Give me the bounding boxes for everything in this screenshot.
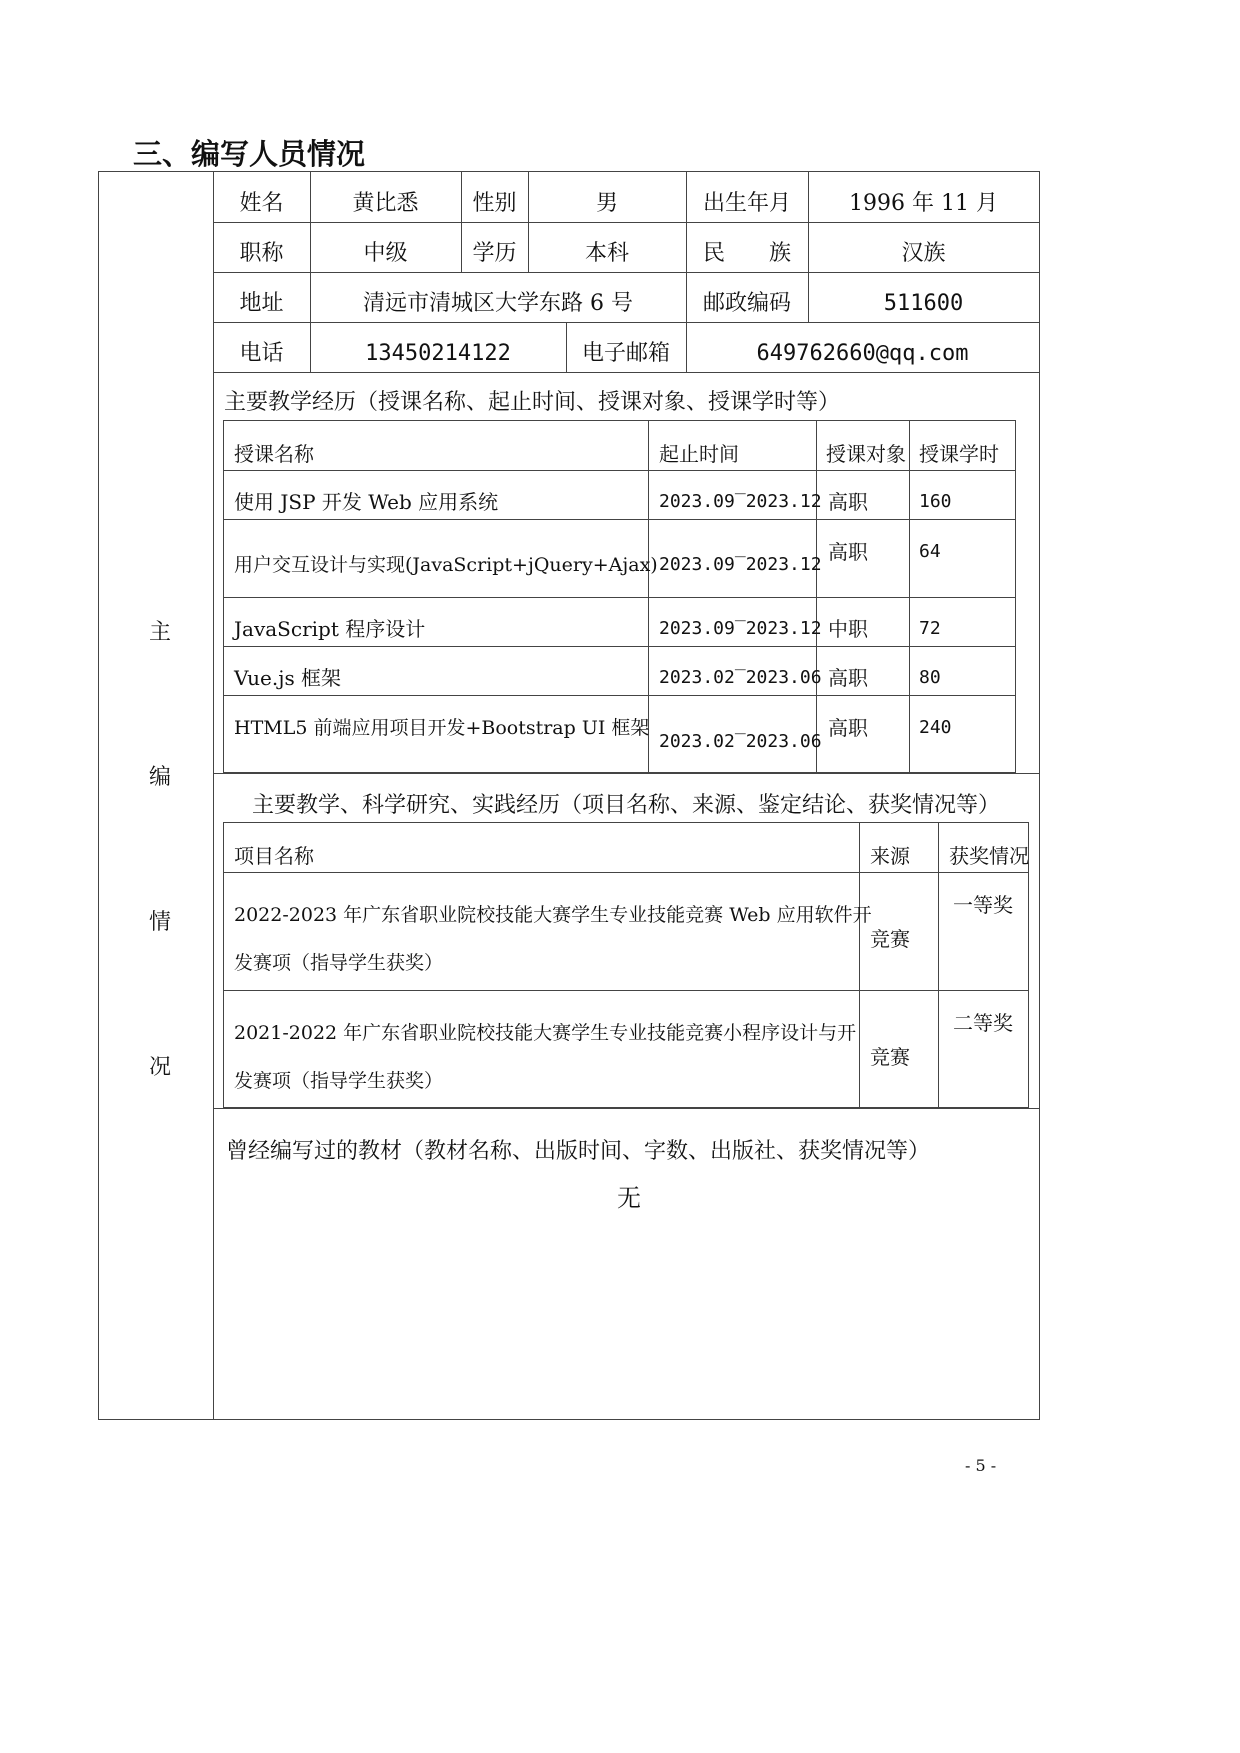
teaching-table-border (223, 519, 1016, 520)
address-label: 地址 (239, 291, 284, 316)
project-name-line: 2022-2023 年广东省职业院校技能大赛学生专业技能竞赛 Web 应用软件开 (234, 904, 872, 926)
research-header: 项目名称 (234, 844, 314, 868)
course-name: 用户交互设计与实现(JavaScript+jQuery+Ajax) (234, 554, 658, 576)
outer-right-border (1039, 171, 1040, 1420)
course-name: 使用 JSP 开发 Web 应用系统 (234, 490, 499, 514)
info-row-divider (213, 222, 1040, 223)
project-name-line: 发赛项（指导学生获奖） (234, 1070, 444, 1092)
birth-value: 1996 年 11 月 (849, 191, 998, 216)
teaching-table-border (223, 597, 1016, 598)
side-label-char: 况 (148, 1055, 171, 1080)
teaching-table-border (816, 420, 817, 773)
name-label: 姓名 (239, 191, 284, 216)
course-name: Vue.js 框架 (234, 666, 342, 690)
teaching-header: 起止时间 (659, 442, 739, 466)
project-award: 二等奖 (953, 1011, 1013, 1035)
address-value: 清远市清城区大学东路 6 号 (363, 291, 633, 316)
course-name: HTML5 前端应用项目开发+Bootstrap UI 框架 (234, 717, 650, 739)
project-name-line: 发赛项（指导学生获奖） (234, 952, 444, 974)
teaching-header: 授课学时 (919, 442, 999, 466)
research-table-border (223, 872, 1029, 873)
course-period: 2023.09‾2023.12 (659, 554, 822, 575)
course-target: 高职 (828, 540, 868, 564)
research-table-border (223, 990, 1029, 991)
teaching-heading: 主要教学经历（授课名称、起止时间、授课对象、授课学时等） (224, 390, 841, 415)
research-table-border (859, 822, 860, 1108)
info-row-divider (213, 272, 1040, 273)
teaching-header: 授课对象 (826, 442, 906, 466)
side-label-char: 主 (148, 620, 171, 645)
info-row-divider (213, 322, 1040, 323)
course-hours: 72 (919, 618, 941, 639)
project-source: 竞赛 (870, 1045, 910, 1069)
gender-value: 男 (595, 191, 618, 216)
research-heading: 主要教学、科学研究、实践经历（项目名称、来源、鉴定结论、获奖情况等） (252, 793, 1001, 818)
postcode-value: 511600 (883, 291, 964, 316)
course-target: 高职 (828, 666, 868, 690)
course-name: JavaScript 程序设计 (234, 617, 426, 641)
teaching-table-border (223, 646, 1016, 647)
course-hours: 64 (919, 541, 941, 562)
teaching-table-border (223, 470, 1016, 471)
course-period: 2023.09‾2023.12 (659, 491, 822, 512)
course-target: 高职 (828, 716, 868, 740)
section-divider (213, 1108, 1040, 1109)
research-table-border (938, 822, 939, 1108)
course-hours: 160 (919, 491, 952, 512)
phone-label: 电话 (239, 341, 284, 366)
course-hours: 240 (919, 717, 952, 738)
project-source: 竞赛 (870, 927, 910, 951)
title-value: 中级 (363, 241, 408, 266)
project-name-line: 2021-2022 年广东省职业院校技能大赛学生专业技能竞赛小程序设计与开 (234, 1022, 857, 1044)
outer-bottom-border (98, 1419, 1040, 1420)
research-header: 获奖情况 (949, 844, 1029, 868)
phone-value: 13450214122 (365, 341, 511, 366)
section-title: 三、编写人员情况 (133, 137, 366, 171)
textbooks-content: 无 (617, 1184, 641, 1212)
course-period: 2023.09‾2023.12 (659, 618, 822, 639)
teaching-header: 授课名称 (234, 442, 314, 466)
teaching-table-border (223, 695, 1016, 696)
info-row-divider (213, 372, 1040, 373)
page-number: - 5 - (965, 1456, 997, 1475)
teaching-table-border (1015, 420, 1016, 773)
gender-label: 性别 (472, 191, 517, 216)
course-period: 2023.02‾2023.06 (659, 731, 822, 752)
project-award: 一等奖 (953, 893, 1013, 917)
side-label-char: 情 (148, 910, 171, 935)
course-hours: 80 (919, 667, 941, 688)
email-label: 电子邮箱 (581, 341, 670, 366)
research-header: 来源 (870, 844, 910, 868)
ethnicity-value: 汉族 (901, 241, 946, 266)
section-divider (213, 773, 1040, 774)
title-label: 职称 (239, 241, 284, 266)
postcode-label: 邮政编码 (702, 291, 791, 316)
side-label-char: 编 (148, 765, 171, 790)
outer-top-border (98, 171, 1040, 172)
birth-label: 出生年月 (702, 191, 791, 216)
teaching-table-border (223, 420, 1016, 421)
textbooks-heading: 曾经编写过的教材（教材名称、出版时间、字数、出版社、获奖情况等） (226, 1139, 931, 1164)
education-label: 学历 (472, 241, 517, 266)
course-target: 中职 (828, 617, 868, 641)
name-value: 黄比悉 (352, 191, 419, 216)
education-value: 本科 (584, 241, 629, 266)
outer-left-border (98, 171, 99, 1420)
course-period: 2023.02‾2023.06 (659, 667, 822, 688)
research-table-border (223, 822, 224, 1108)
course-target: 高职 (828, 490, 868, 514)
email-value: 649762660@qq.com (756, 341, 969, 366)
research-table-border (223, 822, 1029, 823)
ethnicity-label: 民 族 (702, 241, 791, 266)
teaching-table-border (909, 420, 910, 773)
teaching-table-border (223, 420, 224, 773)
